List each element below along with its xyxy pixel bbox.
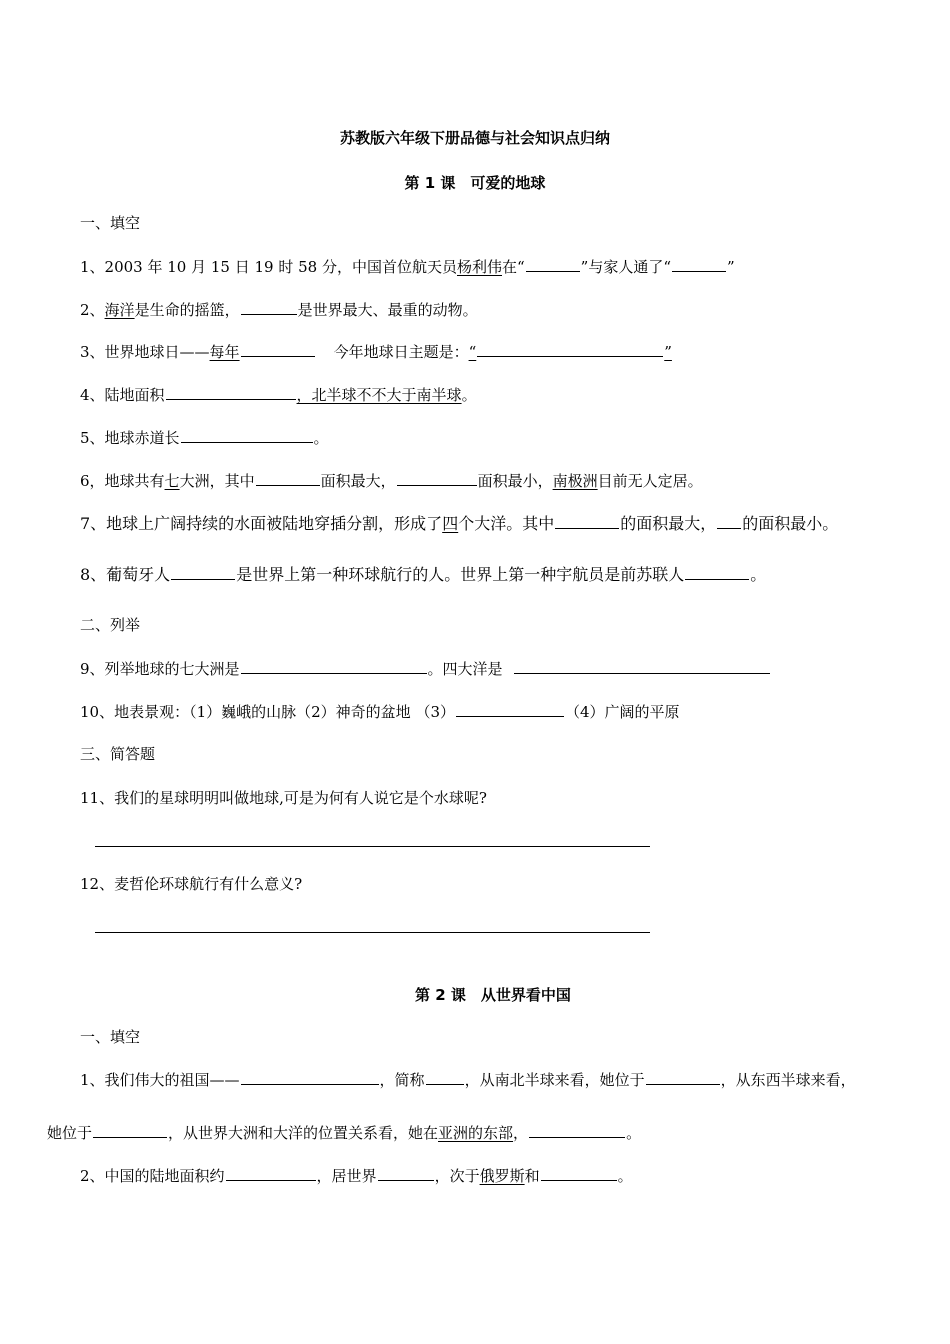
answer-blank[interactable] [397,471,477,486]
answer-blank[interactable] [256,471,320,486]
answer-blank[interactable] [241,659,427,674]
answer-blank[interactable] [426,1070,464,1085]
question-5: 5、地球赤道长 。 [80,429,329,447]
answer-blank[interactable] [526,257,580,272]
answer-blank[interactable] [555,514,619,529]
lesson2-question-1-continued: 她位于 ，从世界大洲和大洋的位置关系看，她在亚洲的东部， 。 [47,1124,642,1142]
question-10: 10、地表景观：（1）巍峨的山脉（2）神奇的盆地 （3） （4）广阔的平原 [80,703,680,721]
document-title: 苏教版六年级下册品德与社会知识点归纳 [339,129,610,147]
question-2: 2、海洋是生命的摇篮， 是世界最大、最重的动物。 [80,301,478,319]
lesson1-section-fill: 一、填空 [80,214,141,232]
question-11: 11、我们的星球明明叫做地球,可是为何有人说它是个水球呢? [80,789,487,807]
answer-blank[interactable] [646,1070,720,1085]
answer-blank[interactable] [93,1123,167,1138]
lesson1-section-list: 二、列举 [80,616,141,634]
answer-blank[interactable] [672,257,726,272]
question-3: 3、世界地球日——每年 今年地球日主题是：“ ” [80,343,672,361]
lesson2-section-fill: 一、填空 [80,1028,141,1046]
answer-blank[interactable] [514,659,770,674]
answer-blank[interactable] [717,514,741,529]
answer-blank[interactable] [171,565,235,580]
lesson2-question-1: 1、我们伟大的祖国—— ，简称 ，从南北半球来看，她位于 ，从东西半球来看， [80,1071,856,1089]
lesson2-question-2: 2、中国的陆地面积约 ，居世界 ，次于俄罗斯和 。 [80,1167,633,1185]
answer-line[interactable] [95,932,650,933]
question-4: 4、陆地面积 ，北半球不不大于南半球。 [80,386,477,404]
question-9: 9、列举地球的七大洲是 。四大洋是 [80,659,771,679]
question-1: 1、2003 年 10 月 15 日 19 时 58 分，中国首位航天员杨利伟在“ ”与家人通了“ ” [80,258,735,276]
answer-blank[interactable] [685,565,749,580]
answer-blank[interactable] [166,385,296,400]
answer-blank[interactable] [241,300,297,315]
answer-blank[interactable] [456,702,564,717]
answer-blank[interactable] [378,1166,434,1181]
answer-blank[interactable] [477,342,663,357]
answer-blank[interactable] [241,1070,379,1085]
question-6: 6，地球共有七大洲，其中 面积最大， 面积最小，南极洲目前无人定居。 [80,472,703,490]
lesson1-title: 第 1 课 可爱的地球 [404,174,546,192]
answer-blank[interactable] [241,342,315,357]
question-8: 8、葡萄牙人 是世界上第一种环球航行的人。世界上第一种宇航员是前苏联人 。 [80,565,767,584]
answer-blank[interactable] [181,428,313,443]
answer-blank[interactable] [529,1123,625,1138]
question-7: 7、地球上广阔持续的水面被陆地穿插分割，形成了四个大洋。其中 的面积最大， 的面积最小。 [80,514,839,533]
lesson1-section-short-answer: 三、简答题 [80,745,156,763]
question-12: 12、麦哲伦环球航行有什么意义? [80,875,303,893]
answer-blank[interactable] [541,1166,617,1181]
lesson2-title: 第 2 课 从世界看中国 [415,986,571,1004]
answer-line[interactable] [95,846,650,847]
answer-blank[interactable] [226,1166,316,1181]
